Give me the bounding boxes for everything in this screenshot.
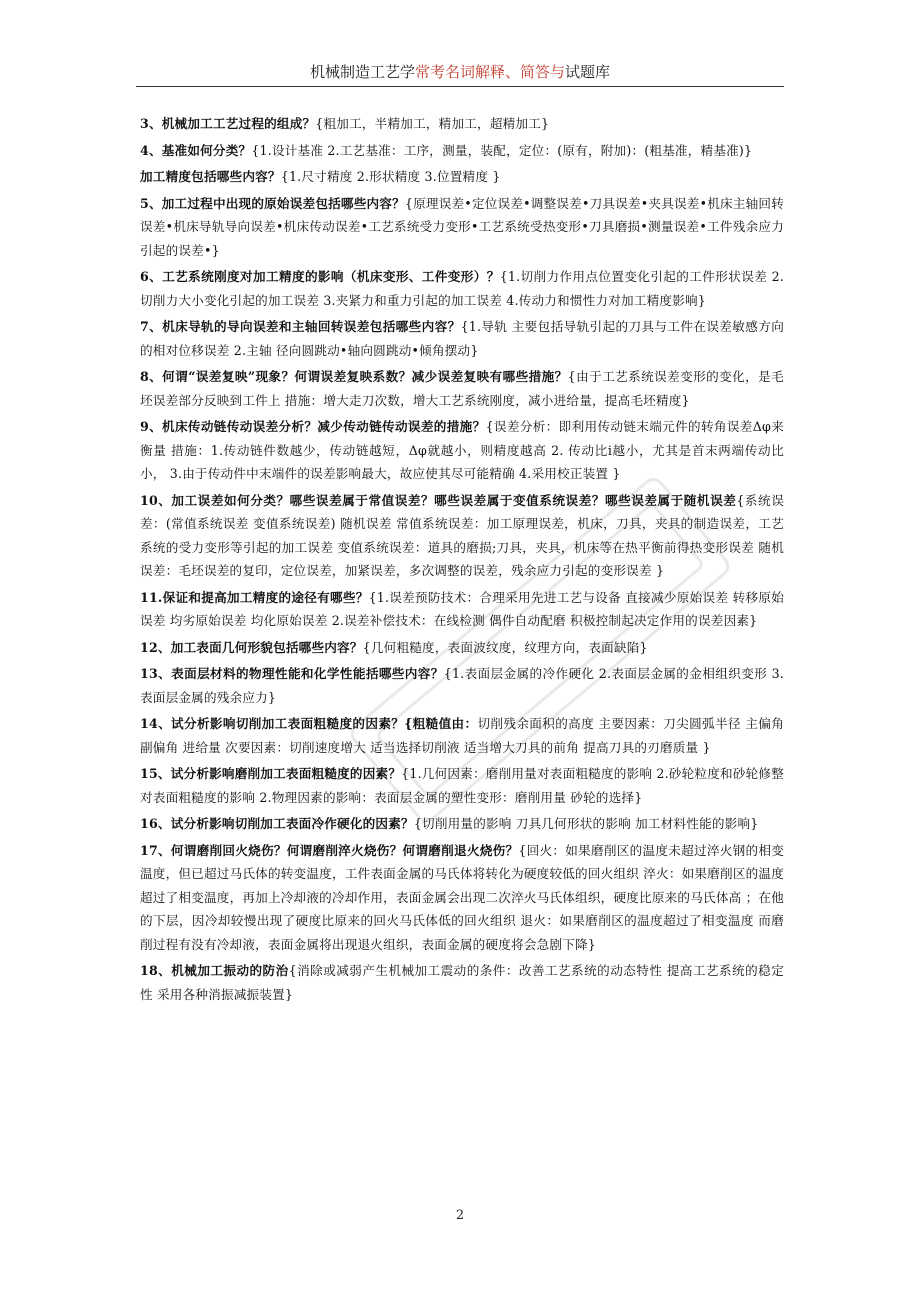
qa-item-3 [140, 112, 784, 136]
qa-content [140, 112, 784, 1009]
answer-text: {由于工艺系统误差变形的变化，是毛坯误差部分反映到工件上 措施：增大走刀次数，增大工艺系统刚度，减小进给量，提高毛坯精度} [140, 369, 784, 408]
question-text: 3、机械加工工艺过程的组成？ [140, 116, 316, 131]
qa-item-5 [140, 192, 784, 263]
question-text: 5、加工过程中出现的原始误差包括哪些内容？ [140, 195, 405, 211]
question-text: 17、何谓磨削回火烧伤？何谓磨削淬火烧伤？何谓磨削退火烧伤？ [140, 842, 519, 858]
question-text: 10、加工误差如何分类？哪些误差属于常值误差？哪些误差属于变值系统误差？哪些误差属于随机误差 [140, 492, 737, 508]
qa-item-11 [140, 586, 784, 633]
header-title-part1: 机械制造工艺学 [309, 63, 415, 81]
answer-text: {1.几何因素：磨削用量对表面粗糙度的影响 2.砂轮粒度和砂轮修整对表面粗糙度的影响 2.物理因素的影响：表面层金属的塑性变形：磨削用量 砂轮的选择} [140, 766, 784, 805]
header-rule [136, 86, 784, 87]
question-text: 12、加工表面几何形貌包括哪些内容？ [140, 639, 363, 655]
question-text: 4、基准如何分类？ [140, 142, 252, 158]
qa-item-4 [140, 139, 784, 163]
qa-item-9 [140, 415, 784, 486]
qa-item-6 [140, 265, 784, 312]
answer-text: {误差分析：即利用传动链末端元件的转角误差Δφ来衡量 措施：1.传动链件数越少，传动链越短，Δφ就越小，则精度越高 2. 传动比i越小，尤其是首末两端传动比小， 3.由于传动件中末端件的误差影响最大，故应使其尽可能精确 4.采用校正装置 } [140, 419, 784, 481]
qa-item-17 [140, 839, 784, 957]
header-title-highlight: 常考名词解释、简答与 [414, 63, 565, 81]
qa-item-10 [140, 489, 784, 583]
qa-item-precision [140, 165, 784, 189]
answer-text: {消除或减弱产生机械加工震动的条件：改善工艺系统的动态特性 提高工艺系统的稳定性 采用各种消振减振装置} [140, 963, 784, 1002]
qa-item-8 [140, 365, 784, 412]
qa-item-15 [140, 762, 784, 809]
answer-text: {1.表面层金属的冷作硬化 2.表面层金属的金相组织变形 3.表面层金属的残余应力} [140, 666, 784, 705]
question-text: 18、机械加工振动的防治 [140, 963, 289, 978]
answer-text: {几何粗糙度，表面波纹度，纹理方向，表面缺陷} [362, 639, 648, 655]
question-text: 8、何谓“误差复映”现象？何谓误差复映系数？减少误差复映有哪些措施？ [140, 369, 568, 384]
question-text: 加工精度包括哪些内容？ [140, 169, 281, 184]
qa-item-12 [140, 636, 784, 660]
question-text: 13、表面层材料的物理性能和化学性能括哪些内容？ [140, 666, 444, 681]
answer-text: {1.导轨 主要包括导轨引起的刀具与工件在误差敏感方向的相对位移误差 2.主轴 径向圆跳动•轴向圆跳动•倾角摆动} [140, 319, 785, 358]
qa-item-16 [140, 812, 784, 836]
header-title-part2: 试题库 [565, 63, 611, 81]
qa-item-18 [140, 959, 784, 1006]
answer-text: 切削残余面积的高度 主要因素：刀尖圆弧半径 主偏角 副偏角 进给量 次要因素：切削速度增大 适当选择切削液 适当增大刀具的前角 提高刀具的刃磨质量 } [140, 716, 784, 755]
answer-text: {1.尺寸精度 2.形状精度 3.位置精度 } [280, 169, 501, 184]
question-text: 11.保证和提高加工精度的途径有哪些？ [140, 589, 369, 605]
qa-item-13 [140, 662, 784, 709]
answer-text: {1.设计基准 2.工艺基准：工序，测量，装配，定位：(原有，附加)：(粗基准，精基准)} [251, 142, 753, 158]
page-header [136, 62, 784, 82]
question-text: 16、试分析影响切削加工表面冷作硬化的因素？ [140, 816, 414, 831]
page-number: 2 [455, 1208, 465, 1223]
question-text: 7、机床导轨的导向误差和主轴回转误差包括哪些内容？ [140, 319, 461, 334]
answer-text: {1.误差预防技术：合理采用先进工艺与设备 直接减少原始误差 转移原始误差 均劣原始误差 均化原始误差 2.误差补偿技术：在线检测 偶件自动配磨 积极控制起决定作用的误差因素} [140, 589, 784, 628]
answer-text: {1.切削力作用点位置变化引起的工件形状误差 2.切削力大小变化引起的加工误差 3.夹紧力和重力引起的加工误差 4.传动力和惯性力对加工精度影响} [140, 269, 784, 308]
question-text: 9、机床传动链传动误差分析？减少传动链传动误差的措施？ [140, 419, 486, 434]
answer-text: {原理误差•定位误差•调整误差•刀具误差•夹具误差•机床主轴回转误差•机床导轨导向误差•机床传动误差•工艺系统受力变形•工艺系统受热变形•刀具磨损•测量误差•工件残余应力引起的误差•} [140, 195, 784, 258]
qa-item-7 [140, 315, 784, 362]
question-text: 6、工艺系统刚度对加工精度的影响（机床变形、工件变形）？ [140, 269, 500, 284]
question-text: 15、试分析影响磨削加工表面粗糙度的因素？ [140, 766, 402, 781]
answer-text: {粗加工，半精加工，精加工，超精加工} [315, 116, 550, 131]
question-text: 14、试分析影响切削加工表面粗糙度的因素？{粗糙值由： [140, 716, 478, 731]
qa-item-14 [140, 712, 784, 759]
answer-text: {回火：如果磨削区的温度未超过淬火钢的相变温度，但已超过马氏体的转变温度，工件表面金属的马氏体将转化为硬度较低的回火组织 淬火：如果磨削区的温度超过了相变温度，再加上冷却液的冷却作用，表面金属会出现二次淬火马氏体组织，硬度比原来的马氏体高 ；在他的下层，因冷却较慢出现了硬度比原来的回火马氏体低的回火组织 退火：如果磨削区的温度超过了相变温度 而磨削过程有没有冷却液，表面金属将出现退火组织，表面金属的硬度将会急剧下降} [140, 842, 784, 952]
answer-text: {切削用量的影响 刀具几何形状的影响 加工材料性能的影响} [413, 816, 759, 831]
answer-text: {系统误差：(常值系统误差 变值系统误差) 随机误差 常值系统误差：加工原理误差，机床，刀具，夹具的制造误差，工艺系统的受力变形等引起的加工误差 变值系统误差：道具的磨损;刀具，夹具，机床等在热平衡前得热变形误差 随机误差：毛坯误差的复印，定位误差，加紧误差，多次调整的误差，残余应力引起的变形误差 } [140, 492, 784, 578]
